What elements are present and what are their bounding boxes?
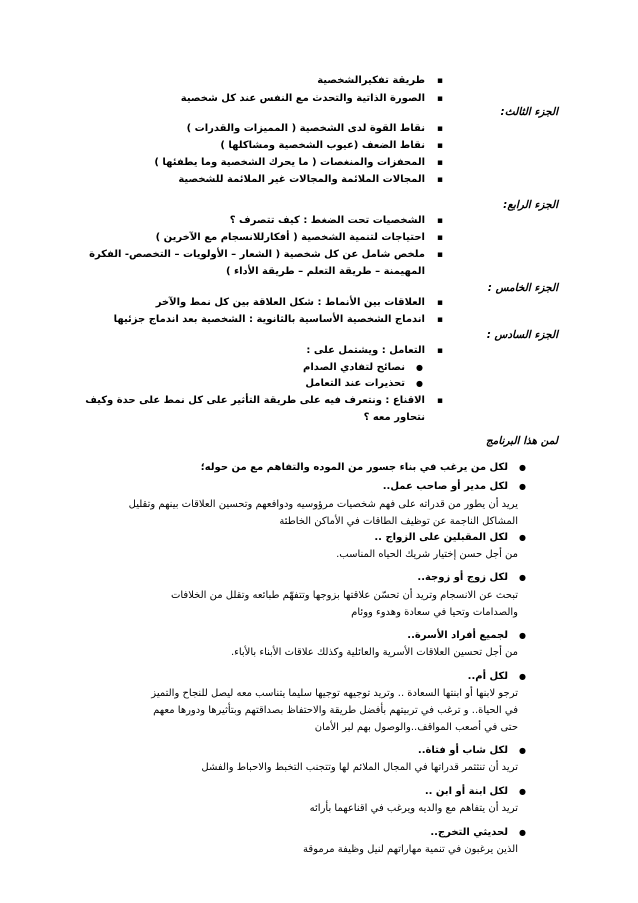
list-item: ▪ ملخص شامل عن كل شخصية ( الشعار – الأولويات – التخصص- الفكرة — [89, 248, 443, 262]
audience-item: ● لكل شاب أو فتاة.. — [418, 744, 526, 757]
audience-item-text: حتى في أصعب المواقف..والوصول بهم لبر الأمان — [314, 722, 518, 733]
audience-item-text: تبحث عن الانسجام وتريد أن تحسّن علاقتها بزوجها وتتفهّم طبائعه وتقلل من الخلافات — [170, 590, 518, 601]
audience-item-text: والصدامات وتحيا في سعادة وهدوء ووئام — [351, 607, 518, 618]
section-title: الجزء الثالث: — [500, 106, 558, 118]
audience-item: ● لكل مدير أو صاحب عمل.. — [383, 480, 526, 493]
list-item: ▪ العلاقات بين الأنماط : شكل العلاقة بين كل نمط والآخر — [156, 296, 443, 310]
audience-item-text: الذين يرغبون في تنمية مهاراتهم لنيل وظيفة مرموقة — [303, 844, 518, 855]
list-item-continuation: نتحاور معه ؟ — [363, 412, 425, 423]
audience-item-text: تريد أن يتفاهم مع والديه ويرغب في اقناعهما بأرائه — [309, 803, 518, 814]
list-item-continuation: المهيمنة – طريقة التعلم – طريقة الأداء ) — [225, 266, 425, 277]
audience-item: ● لكل المقبلين على الزواج .. — [374, 531, 526, 544]
list-item: ▪ الاقناع : ونتعرف فيه على طريقة التأثير على كل نمط على حدة وكيف — [85, 394, 443, 408]
list-item: ▪ نقاط القوة لدى الشخصية ( المميزات والقدرات ) — [187, 122, 443, 136]
audience-item-text: من أجل تحسين العلاقات الأسرية والعائلية وكذلك علاقات الأبناء بالأباء. — [230, 647, 518, 658]
audience-item-text: في الحياة.. و ترغب في تربيتهم بأفضل طريقة والاحتفاظ بصداقتهم وبتأثيرها ودورها معهم — [153, 705, 518, 716]
list-item: ▪ التعامل : ويشتمل على : — [306, 344, 443, 358]
sub-list-item: ● تحذيرات عند التعامل — [305, 377, 423, 390]
audience-item-text: المشاكل الناجمة عن توظيف الطاقات في الأماكن الخاطئة — [279, 516, 518, 527]
audience-item-text: من أجل حسن إختيار شريك الحياه المناسب. — [336, 549, 518, 560]
audience-item: ● لكل من يرغب في بناء جسور من الموده والتفاهم مع من حوله؛ — [201, 461, 526, 474]
section-title: الجزء الخامس : — [487, 282, 558, 294]
section-title: الجزء السادس : — [486, 329, 558, 341]
section-title: لمن هذا البرنامج — [485, 435, 558, 447]
list-item: ▪ الصورة الذاتية والتحدث مع النفس عند كل شخصية — [181, 92, 443, 106]
audience-item-text: ترجو لابنها أو ابنتها السعادة .. وتريد توجيهه توجيها سليما يتناسب معه ليصل للنجاح والتميز — [151, 688, 518, 699]
list-item: ▪ نقاط الضعف (عيوب الشخصية ومشاكلها ) — [220, 139, 443, 153]
audience-item-text: تريد أن تنثثمر قدراتها في المجال الملائم لها وتتجنب التخبط والاحباط والفشل — [201, 762, 518, 773]
list-item: ▪ المجالات الملائمة والمجالات غير الملائمة للشخصية — [178, 173, 443, 187]
audience-item-text: يريد أن يطور من قدراته على فهم شخصيات مرؤوسيه ودوافعهم وتحسين العلاقات بينهم وتقليل — [128, 499, 518, 510]
list-item: ▪ اندماج الشخصية الأساسية بالثانوية : الشخصية بعد اندماج جزئيها — [114, 313, 443, 327]
audience-item: ● لحديثي التخرج.. — [430, 826, 526, 839]
list-item: ▪ المحفزات والمنغصات ( ما يحرك الشخصية وما يطفئها ) — [154, 156, 443, 170]
audience-item: ● لكل زوج أو زوجة.. — [417, 571, 526, 584]
audience-item: ● لكل ابنة أو ابن .. — [425, 785, 526, 798]
sub-list-item: ● نصائح لتفادي الصدام — [303, 361, 423, 374]
audience-item: ● لجميع أفراد الأسرة.. — [407, 629, 526, 642]
list-item: ▪ الشخصيات تحت الضغط : كيف تتصرف ؟ — [230, 214, 443, 228]
list-item: ▪ طريقة تفكيرالشخصية — [317, 74, 443, 88]
section-title: الجزء الرابع: — [503, 199, 558, 211]
list-item: ▪ احتياجات لتنمية الشخصية ( أفكارللانسجام مع الآخرين ) — [156, 231, 443, 245]
audience-item: ● لكل أم.. — [468, 670, 526, 683]
